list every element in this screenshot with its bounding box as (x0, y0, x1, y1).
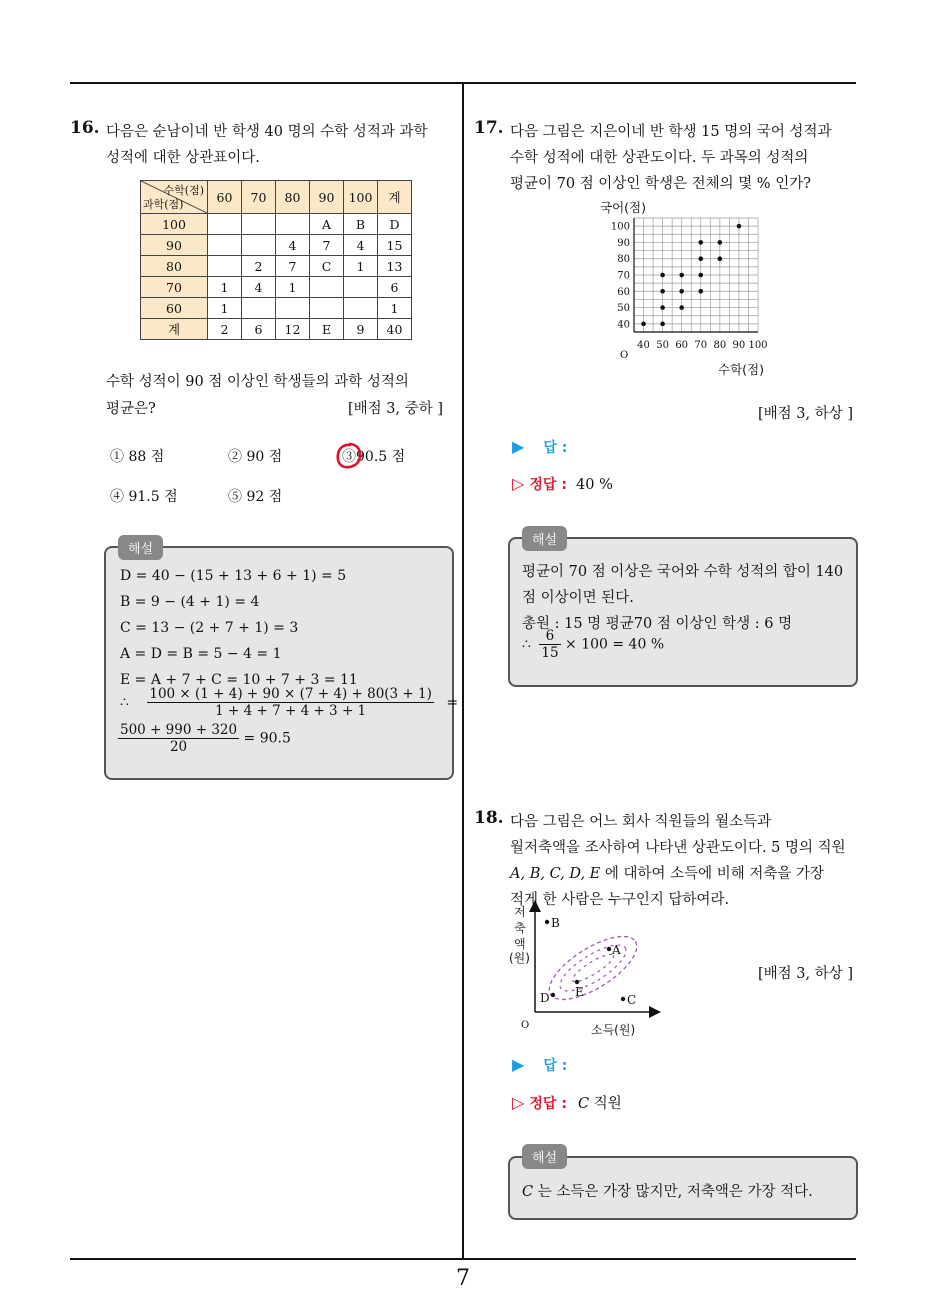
row-header: 70 (141, 277, 208, 298)
col-header: 100 (344, 181, 378, 214)
data-point (698, 273, 703, 278)
fraction-2-denominator: 20 (169, 739, 188, 755)
table-cell (208, 214, 242, 235)
x-tick-label: 60 (675, 340, 689, 351)
x-axis-label: 수학(점) (718, 362, 764, 377)
table-diagonal-header (141, 181, 208, 214)
table-cell: 2 (242, 256, 276, 277)
q17-text-line3: 평균이 70 점 이상인 학생은 전체의 몇 % 인가? (510, 176, 811, 192)
chart-grid (634, 218, 758, 332)
table-cell: 15 (378, 235, 412, 256)
table-cell (310, 277, 344, 298)
q17-explanation-tag: 해설 (522, 526, 567, 551)
q17-number: 17. (474, 118, 504, 138)
y-tick-label: 40 (617, 319, 630, 331)
data-point (660, 305, 665, 310)
q17-explain-fraction-line (522, 628, 664, 661)
origin-label: O (521, 1020, 530, 1031)
q17-explain-line2: 점 이상이면 된다. (522, 590, 634, 606)
table-row (141, 256, 412, 277)
table-cell (310, 298, 344, 319)
x-axis-label: 소득(원) (591, 1023, 636, 1037)
row-header: 계 (141, 319, 208, 340)
data-point (660, 273, 665, 278)
table-cell: 4 (276, 235, 310, 256)
choice-3-label: 90.5 점 (356, 449, 406, 465)
table-row (141, 214, 412, 235)
point-label: A (612, 943, 621, 957)
correct-value-rest: 직원 (589, 1096, 622, 1112)
table-cell: B (344, 214, 378, 235)
origin-label: O (620, 350, 629, 361)
col-header: 90 (310, 181, 344, 214)
q16-number: 16. (70, 118, 100, 138)
q18-text-line4: 적게 한 사람은 누구인지 답하여라. (510, 892, 730, 908)
point-label: B (551, 916, 560, 930)
choice-5[interactable]: ⑤ 92 점 (228, 489, 283, 505)
x-tick-label: 50 (656, 340, 669, 351)
table-row (141, 298, 412, 319)
explain-line-5: E = A + 7 + C = 10 + 7 + 3 = 11 (120, 672, 358, 688)
data-point (737, 224, 742, 229)
point-label: C (627, 993, 637, 1007)
col-header: 70 (242, 181, 276, 214)
outline-arrow-icon: ▷ (512, 474, 525, 493)
q17-text-line2: 수학 성적에 대한 상관도이다. 두 과목의 성적의 (510, 150, 809, 166)
q17-score: [배점 3, 하상 ] (758, 406, 854, 422)
y-axis-label: 국어(점) (600, 200, 646, 215)
explain-line-3: C = 13 − (2 + 7 + 1) = 3 (120, 620, 299, 636)
table-cell: 1 (208, 298, 242, 319)
table-cell: 1 (344, 256, 378, 277)
table-cell: 6 (378, 277, 412, 298)
y-tick-label: 100 (610, 221, 630, 233)
fraction-2 (118, 722, 239, 755)
fraction-numerator: 6 (539, 628, 560, 645)
choice-2[interactable]: ② 90 점 (228, 449, 283, 465)
x-tick-label: 100 (748, 340, 768, 351)
ylabel-char: (원) (509, 951, 530, 965)
table-cell: 9 (344, 319, 378, 340)
table-cell: E (310, 319, 344, 340)
row-header: 90 (141, 235, 208, 256)
q17-scatter-chart (590, 196, 780, 382)
table-cell: 12 (276, 319, 310, 340)
therefore-symbol: ∴ (522, 636, 531, 653)
diag-bottom-label: 과학(점) (143, 198, 184, 211)
column-divider (462, 84, 464, 1258)
selected-circle-mark (334, 441, 364, 471)
explain-rest: 는 소득은 가장 많지만, 저축액은 가장 적다. (533, 1184, 813, 1200)
correct-label: 정답 : (529, 477, 567, 493)
correct-value-letter: C (578, 1096, 590, 1112)
point-d (551, 993, 555, 997)
answer-label: 답 : (543, 1058, 568, 1074)
outline-arrow-icon: ▷ (512, 1093, 525, 1112)
point-label: D (540, 991, 550, 1005)
play-arrow-icon: ▶ (512, 437, 525, 456)
q18-text-line2: 월저축액을 조사하여 나타낸 상관도이다. 5 명의 직원 (510, 840, 846, 856)
page-number: 7 (456, 1266, 470, 1291)
fraction-1-numerator: 100 × (1 + 4) + 90 × (7 + 4) + 80(3 + 1) (149, 686, 432, 702)
therefore-symbol: ∴ (120, 694, 129, 711)
data-point (641, 322, 646, 327)
table-cell (344, 298, 378, 319)
table-cell: C (310, 256, 344, 277)
table-cell (344, 277, 378, 298)
y-tick-labels (611, 222, 630, 331)
table-row (141, 319, 412, 340)
q17-explain-line3: 총원 : 15 명 평균70 점 이상인 학생 : 6 명 (522, 616, 793, 632)
q17-explain-line1: 평균이 70 점 이상은 국어와 수학 성적의 합이 140 (522, 564, 844, 580)
x-tick-label: 90 (732, 340, 746, 351)
point-c (621, 997, 625, 1001)
q18-explain-line (522, 1180, 813, 1201)
q16-correlation-table (140, 180, 412, 340)
q18-text-line3 (510, 862, 824, 883)
fraction-1-denominator: 1 + 4 + 7 + 4 + 3 + 1 (215, 703, 367, 719)
choice-3-symbol: ③ (342, 449, 356, 465)
play-arrow-icon: ▶ (512, 1055, 525, 1074)
q18-number: 18. (474, 808, 504, 828)
data-point (660, 289, 665, 294)
choice-1[interactable]: ① 88 점 (110, 449, 165, 465)
table-cell: 6 (242, 319, 276, 340)
q18-answer-row[interactable] (512, 1055, 567, 1075)
explain-line-4: A = D = B = 5 − 4 = 1 (120, 646, 282, 662)
row-header: 60 (141, 298, 208, 319)
point-label: E (575, 985, 584, 999)
q18-score: [배점 3, 하상 ] (758, 966, 854, 982)
table-cell: 7 (276, 256, 310, 277)
data-point (718, 240, 723, 245)
explain-line-2: B = 9 − (4 + 1) = 4 (120, 594, 260, 610)
ylabel-char: 축 (514, 921, 526, 935)
row-header: 100 (141, 214, 208, 235)
y-tick-label: 50 (617, 303, 630, 315)
data-point (679, 289, 684, 294)
table-cell (208, 235, 242, 256)
percent-result: × 100 = 40 % (565, 636, 665, 653)
table-cell: D (378, 214, 412, 235)
explain-result-line (118, 722, 291, 755)
ylabel-char: 액 (514, 937, 526, 951)
q18-explanation-tag: 해설 (522, 1144, 567, 1169)
point-b (545, 920, 549, 924)
table-cell: A (310, 214, 344, 235)
q18-scatter-diagram (505, 900, 665, 1040)
y-tick-label: 70 (617, 270, 630, 282)
point-e (575, 980, 579, 984)
choice-4[interactable]: ④ 91.5 점 (110, 489, 178, 505)
table-cell: 40 (378, 319, 412, 340)
q17-text-line1: 다음 그림은 지은이네 반 학생 15 명의 국어 성적과 (510, 124, 832, 140)
bottom-rule (70, 1258, 856, 1260)
data-point (679, 305, 684, 310)
y-tick-label: 90 (617, 237, 630, 249)
correct-label: 정답 : (529, 1096, 567, 1112)
table-cell: 1 (378, 298, 412, 319)
q16-score: [배점 3, 중하 ] (348, 401, 444, 417)
q17-correct-row (512, 474, 613, 494)
table-cell (242, 214, 276, 235)
diag-top-label: 수학(점) (163, 184, 204, 197)
explain-fraction-line (120, 686, 458, 719)
table-row (141, 277, 412, 298)
explain-letter: C (522, 1184, 534, 1200)
ylabel-char: 저 (514, 905, 526, 919)
answer-label: 답 : (543, 440, 568, 456)
q17-answer-row[interactable] (512, 437, 567, 457)
data-point (679, 273, 684, 278)
table-cell: 2 (208, 319, 242, 340)
equals-sign: = (446, 694, 459, 711)
percent-fraction (539, 628, 560, 661)
table-cell (242, 298, 276, 319)
correct-value: 40 % (576, 477, 613, 493)
data-point (698, 289, 703, 294)
fraction-2-numerator: 500 + 990 + 320 (120, 722, 238, 738)
explain-line-1: D = 40 − (15 + 13 + 6 + 1) = 5 (120, 568, 347, 584)
q18-employee-names: A, B, C, D, E (510, 866, 601, 882)
table-cell: 7 (310, 235, 344, 256)
data-point (698, 256, 703, 261)
table-cell: 4 (242, 277, 276, 298)
q16-question-line2: 평균은? (106, 401, 156, 417)
q18-text-line3-rest: 에 대하여 소득에 비해 저축을 가장 (600, 866, 825, 882)
x-tick-label: 70 (694, 340, 708, 351)
table-cell (276, 298, 310, 319)
table-cell (276, 214, 310, 235)
table-cell: 1 (276, 277, 310, 298)
x-tick-label: 80 (713, 340, 727, 351)
x-tick-labels (637, 340, 767, 351)
data-point (660, 322, 665, 327)
q18-correct-row (512, 1092, 622, 1113)
q16-text-line2: 성적에 대한 상관표이다. (106, 150, 260, 166)
row-header: 80 (141, 256, 208, 277)
result-value: = 90.5 (243, 730, 291, 747)
point-a (607, 947, 611, 951)
q16-text-line1: 다음은 순남이네 반 학생 40 명의 수학 성적과 과학 (106, 124, 428, 140)
y-tick-label: 80 (617, 254, 630, 266)
table-cell (208, 256, 242, 277)
choice-3[interactable] (342, 446, 405, 466)
table-cell: 4 (344, 235, 378, 256)
fraction-denominator: 15 (541, 645, 559, 661)
table-cell (242, 235, 276, 256)
data-point (698, 240, 703, 245)
table-row (141, 235, 412, 256)
q16-explanation-tag: 해설 (118, 535, 163, 560)
table-cell: 13 (378, 256, 412, 277)
table-cell: 1 (208, 277, 242, 298)
q18-text-line1: 다음 그림은 어느 회사 직원들의 월소득과 (510, 814, 772, 830)
fraction-1 (147, 686, 434, 719)
col-header: 80 (276, 181, 310, 214)
x-tick-label: 40 (637, 340, 650, 351)
col-header: 60 (208, 181, 242, 214)
y-tick-label: 60 (617, 286, 630, 298)
col-header: 계 (378, 181, 412, 214)
q16-question-line1: 수학 성적이 90 점 이상인 학생들의 과학 성적의 (106, 374, 409, 390)
data-point (718, 256, 723, 261)
